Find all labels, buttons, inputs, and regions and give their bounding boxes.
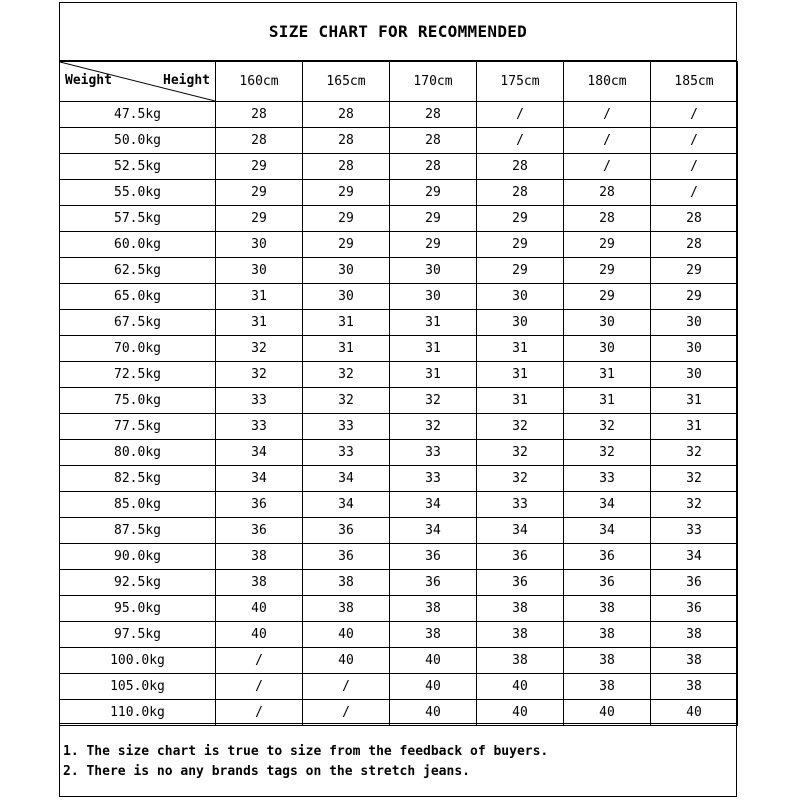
table-row: [60, 466, 738, 492]
size-cell: /: [216, 648, 303, 674]
size-cell: 33: [216, 388, 303, 414]
corner-header: [60, 62, 216, 102]
size-cell: 36: [390, 544, 477, 570]
size-cell: 33: [303, 414, 390, 440]
size-cell: 28: [390, 154, 477, 180]
size-cell: 33: [477, 492, 564, 518]
size-cell: 36: [477, 570, 564, 596]
size-cell: 34: [390, 492, 477, 518]
size-cell: 33: [390, 440, 477, 466]
table-row: [60, 674, 738, 700]
height-header: 170cm: [390, 62, 477, 102]
size-cell: 38: [651, 648, 738, 674]
size-cell: 38: [390, 622, 477, 648]
size-cell: 30: [216, 232, 303, 258]
size-cell: /: [303, 700, 390, 726]
size-cell: /: [564, 102, 651, 128]
size-cell: /: [564, 154, 651, 180]
weight-cell: 80.0kg: [60, 440, 216, 466]
size-cell: 29: [477, 232, 564, 258]
size-cell: 31: [390, 336, 477, 362]
size-cell: 31: [303, 336, 390, 362]
size-cell: 38: [216, 570, 303, 596]
size-cell: 32: [564, 414, 651, 440]
size-cell: 28: [477, 154, 564, 180]
weight-cell: 50.0kg: [60, 128, 216, 154]
size-cell: 28: [216, 128, 303, 154]
size-cell: 40: [651, 700, 738, 726]
size-cell: 34: [564, 492, 651, 518]
size-cell: 30: [390, 258, 477, 284]
size-cell: 28: [390, 128, 477, 154]
weight-cell: 57.5kg: [60, 206, 216, 232]
weight-cell: 55.0kg: [60, 180, 216, 206]
size-cell: /: [303, 674, 390, 700]
height-axis-label: Height: [163, 73, 210, 88]
size-cell: 36: [651, 596, 738, 622]
table-row: [60, 206, 738, 232]
size-cell: /: [651, 128, 738, 154]
height-header: 165cm: [303, 62, 390, 102]
size-cell: 29: [303, 232, 390, 258]
size-cell: /: [651, 102, 738, 128]
size-cell: 28: [303, 128, 390, 154]
size-cell: 28: [564, 180, 651, 206]
height-header: 160cm: [216, 62, 303, 102]
size-cell: 31: [390, 310, 477, 336]
height-header: 180cm: [564, 62, 651, 102]
size-cell: 40: [390, 648, 477, 674]
weight-cell: 65.0kg: [60, 284, 216, 310]
size-cell: 29: [564, 258, 651, 284]
table-row: [60, 310, 738, 336]
size-cell: 38: [477, 622, 564, 648]
weight-cell: 62.5kg: [60, 258, 216, 284]
note-item: 1. The size chart is true to size from the feedback of buyers.: [63, 744, 549, 759]
table-row: [60, 570, 738, 596]
size-cell: 32: [651, 466, 738, 492]
weight-cell: 110.0kg: [60, 700, 216, 726]
size-cell: 34: [216, 440, 303, 466]
size-cell: 34: [651, 544, 738, 570]
size-cell: 31: [216, 310, 303, 336]
weight-axis-label: Weight: [65, 73, 112, 88]
size-cell: 40: [564, 700, 651, 726]
size-cell: 31: [303, 310, 390, 336]
size-cell: 40: [303, 622, 390, 648]
weight-cell: 95.0kg: [60, 596, 216, 622]
table-row: [60, 648, 738, 674]
size-cell: 36: [564, 570, 651, 596]
size-cell: 30: [477, 284, 564, 310]
size-cell: 30: [651, 310, 738, 336]
size-cell: 31: [651, 414, 738, 440]
size-cell: 34: [477, 518, 564, 544]
size-cell: 28: [390, 102, 477, 128]
table-row: [60, 154, 738, 180]
table-row: [60, 362, 738, 388]
size-cell: 32: [216, 362, 303, 388]
table-row: [60, 232, 738, 258]
size-cell: 32: [303, 362, 390, 388]
size-cell: 30: [564, 336, 651, 362]
weight-cell: 60.0kg: [60, 232, 216, 258]
size-cell: 38: [303, 596, 390, 622]
size-cell: 28: [651, 206, 738, 232]
size-chart-frame: [59, 2, 737, 797]
table-row: [60, 492, 738, 518]
size-cell: 40: [390, 700, 477, 726]
size-cell: 31: [564, 388, 651, 414]
size-cell: 36: [216, 518, 303, 544]
weight-cell: 77.5kg: [60, 414, 216, 440]
size-cell: 31: [477, 336, 564, 362]
size-cell: 32: [564, 440, 651, 466]
size-cell: 38: [564, 648, 651, 674]
size-cell: 30: [477, 310, 564, 336]
weight-cell: 75.0kg: [60, 388, 216, 414]
size-cell: 38: [477, 596, 564, 622]
size-cell: /: [216, 674, 303, 700]
table-row: [60, 128, 738, 154]
size-cell: 40: [477, 700, 564, 726]
size-cell: 32: [216, 336, 303, 362]
size-cell: 29: [477, 258, 564, 284]
table-row: [60, 258, 738, 284]
size-cell: 36: [477, 544, 564, 570]
size-cell: 36: [303, 544, 390, 570]
weight-cell: 72.5kg: [60, 362, 216, 388]
size-cell: 30: [390, 284, 477, 310]
table-row: [60, 336, 738, 362]
size-cell: 31: [651, 388, 738, 414]
size-cell: 40: [477, 674, 564, 700]
size-cell: 30: [651, 336, 738, 362]
size-cell: 32: [303, 388, 390, 414]
size-cell: 29: [564, 232, 651, 258]
size-cell: /: [477, 102, 564, 128]
size-cell: 29: [390, 232, 477, 258]
size-cell: 29: [651, 284, 738, 310]
size-cell: /: [564, 128, 651, 154]
size-cell: 29: [651, 258, 738, 284]
table-row: [60, 518, 738, 544]
size-cell: /: [651, 154, 738, 180]
size-cell: 38: [216, 544, 303, 570]
size-cell: 29: [477, 206, 564, 232]
size-cell: 29: [303, 206, 390, 232]
size-cell: 30: [303, 258, 390, 284]
size-cell: /: [651, 180, 738, 206]
size-cell: 34: [564, 518, 651, 544]
size-cell: 40: [216, 596, 303, 622]
size-cell: 28: [303, 154, 390, 180]
size-cell: 29: [564, 284, 651, 310]
weight-cell: 52.5kg: [60, 154, 216, 180]
weight-cell: 85.0kg: [60, 492, 216, 518]
size-cell: 38: [564, 622, 651, 648]
height-header: 175cm: [477, 62, 564, 102]
size-table: [59, 61, 738, 726]
size-cell: 28: [564, 206, 651, 232]
table-row: [60, 440, 738, 466]
size-cell: 32: [390, 414, 477, 440]
size-cell: 29: [216, 206, 303, 232]
size-cell: 34: [303, 466, 390, 492]
weight-cell: 100.0kg: [60, 648, 216, 674]
size-cell: /: [216, 700, 303, 726]
size-cell: 30: [564, 310, 651, 336]
size-cell: 31: [477, 388, 564, 414]
size-cell: 38: [303, 570, 390, 596]
size-cell: 36: [564, 544, 651, 570]
size-cell: 34: [216, 466, 303, 492]
size-cell: 34: [390, 518, 477, 544]
size-cell: 33: [216, 414, 303, 440]
size-cell: 36: [216, 492, 303, 518]
chart-title: SIZE CHART FOR RECOMMENDED: [60, 3, 736, 61]
size-cell: 33: [303, 440, 390, 466]
size-cell: 30: [651, 362, 738, 388]
table-row: [60, 388, 738, 414]
size-cell: 29: [303, 180, 390, 206]
size-cell: 28: [477, 180, 564, 206]
table-row: [60, 284, 738, 310]
notes-section: [60, 723, 736, 797]
table-row: [60, 622, 738, 648]
size-cell: 38: [477, 648, 564, 674]
size-cell: 29: [216, 180, 303, 206]
size-cell: 32: [651, 440, 738, 466]
size-cell: 32: [477, 466, 564, 492]
table-row: [60, 544, 738, 570]
weight-cell: 87.5kg: [60, 518, 216, 544]
weight-cell: 92.5kg: [60, 570, 216, 596]
size-cell: 38: [390, 596, 477, 622]
table-body: [60, 102, 738, 726]
size-cell: 40: [216, 622, 303, 648]
size-cell: 38: [651, 622, 738, 648]
size-cell: 28: [651, 232, 738, 258]
height-header: 185cm: [651, 62, 738, 102]
size-cell: 29: [216, 154, 303, 180]
weight-cell: 47.5kg: [60, 102, 216, 128]
table-row: [60, 102, 738, 128]
size-cell: 38: [651, 674, 738, 700]
size-cell: 29: [390, 206, 477, 232]
size-cell: 31: [477, 362, 564, 388]
note-item: 2. There is no any brands tags on the stretch jeans.: [63, 764, 470, 779]
size-cell: 32: [477, 440, 564, 466]
table-row: [60, 180, 738, 206]
header-row: [60, 62, 738, 102]
size-cell: 29: [390, 180, 477, 206]
size-cell: 34: [303, 492, 390, 518]
weight-cell: 82.5kg: [60, 466, 216, 492]
table-row: [60, 596, 738, 622]
weight-cell: 67.5kg: [60, 310, 216, 336]
size-cell: 31: [564, 362, 651, 388]
size-cell: 28: [303, 102, 390, 128]
size-cell: 36: [390, 570, 477, 596]
size-cell: 30: [303, 284, 390, 310]
size-cell: 30: [216, 258, 303, 284]
table-row: [60, 414, 738, 440]
size-cell: 33: [651, 518, 738, 544]
table-row: [60, 700, 738, 726]
weight-cell: 70.0kg: [60, 336, 216, 362]
size-cell: 40: [390, 674, 477, 700]
size-cell: 32: [390, 388, 477, 414]
size-cell: 31: [216, 284, 303, 310]
weight-cell: 105.0kg: [60, 674, 216, 700]
size-cell: /: [477, 128, 564, 154]
size-cell: 32: [477, 414, 564, 440]
size-cell: 36: [651, 570, 738, 596]
size-cell: 31: [390, 362, 477, 388]
size-cell: 36: [303, 518, 390, 544]
size-cell: 33: [564, 466, 651, 492]
size-cell: 40: [303, 648, 390, 674]
weight-cell: 90.0kg: [60, 544, 216, 570]
size-cell: 28: [216, 102, 303, 128]
weight-cell: 97.5kg: [60, 622, 216, 648]
size-cell: 38: [564, 596, 651, 622]
size-cell: 33: [390, 466, 477, 492]
size-cell: 32: [651, 492, 738, 518]
size-cell: 38: [564, 674, 651, 700]
